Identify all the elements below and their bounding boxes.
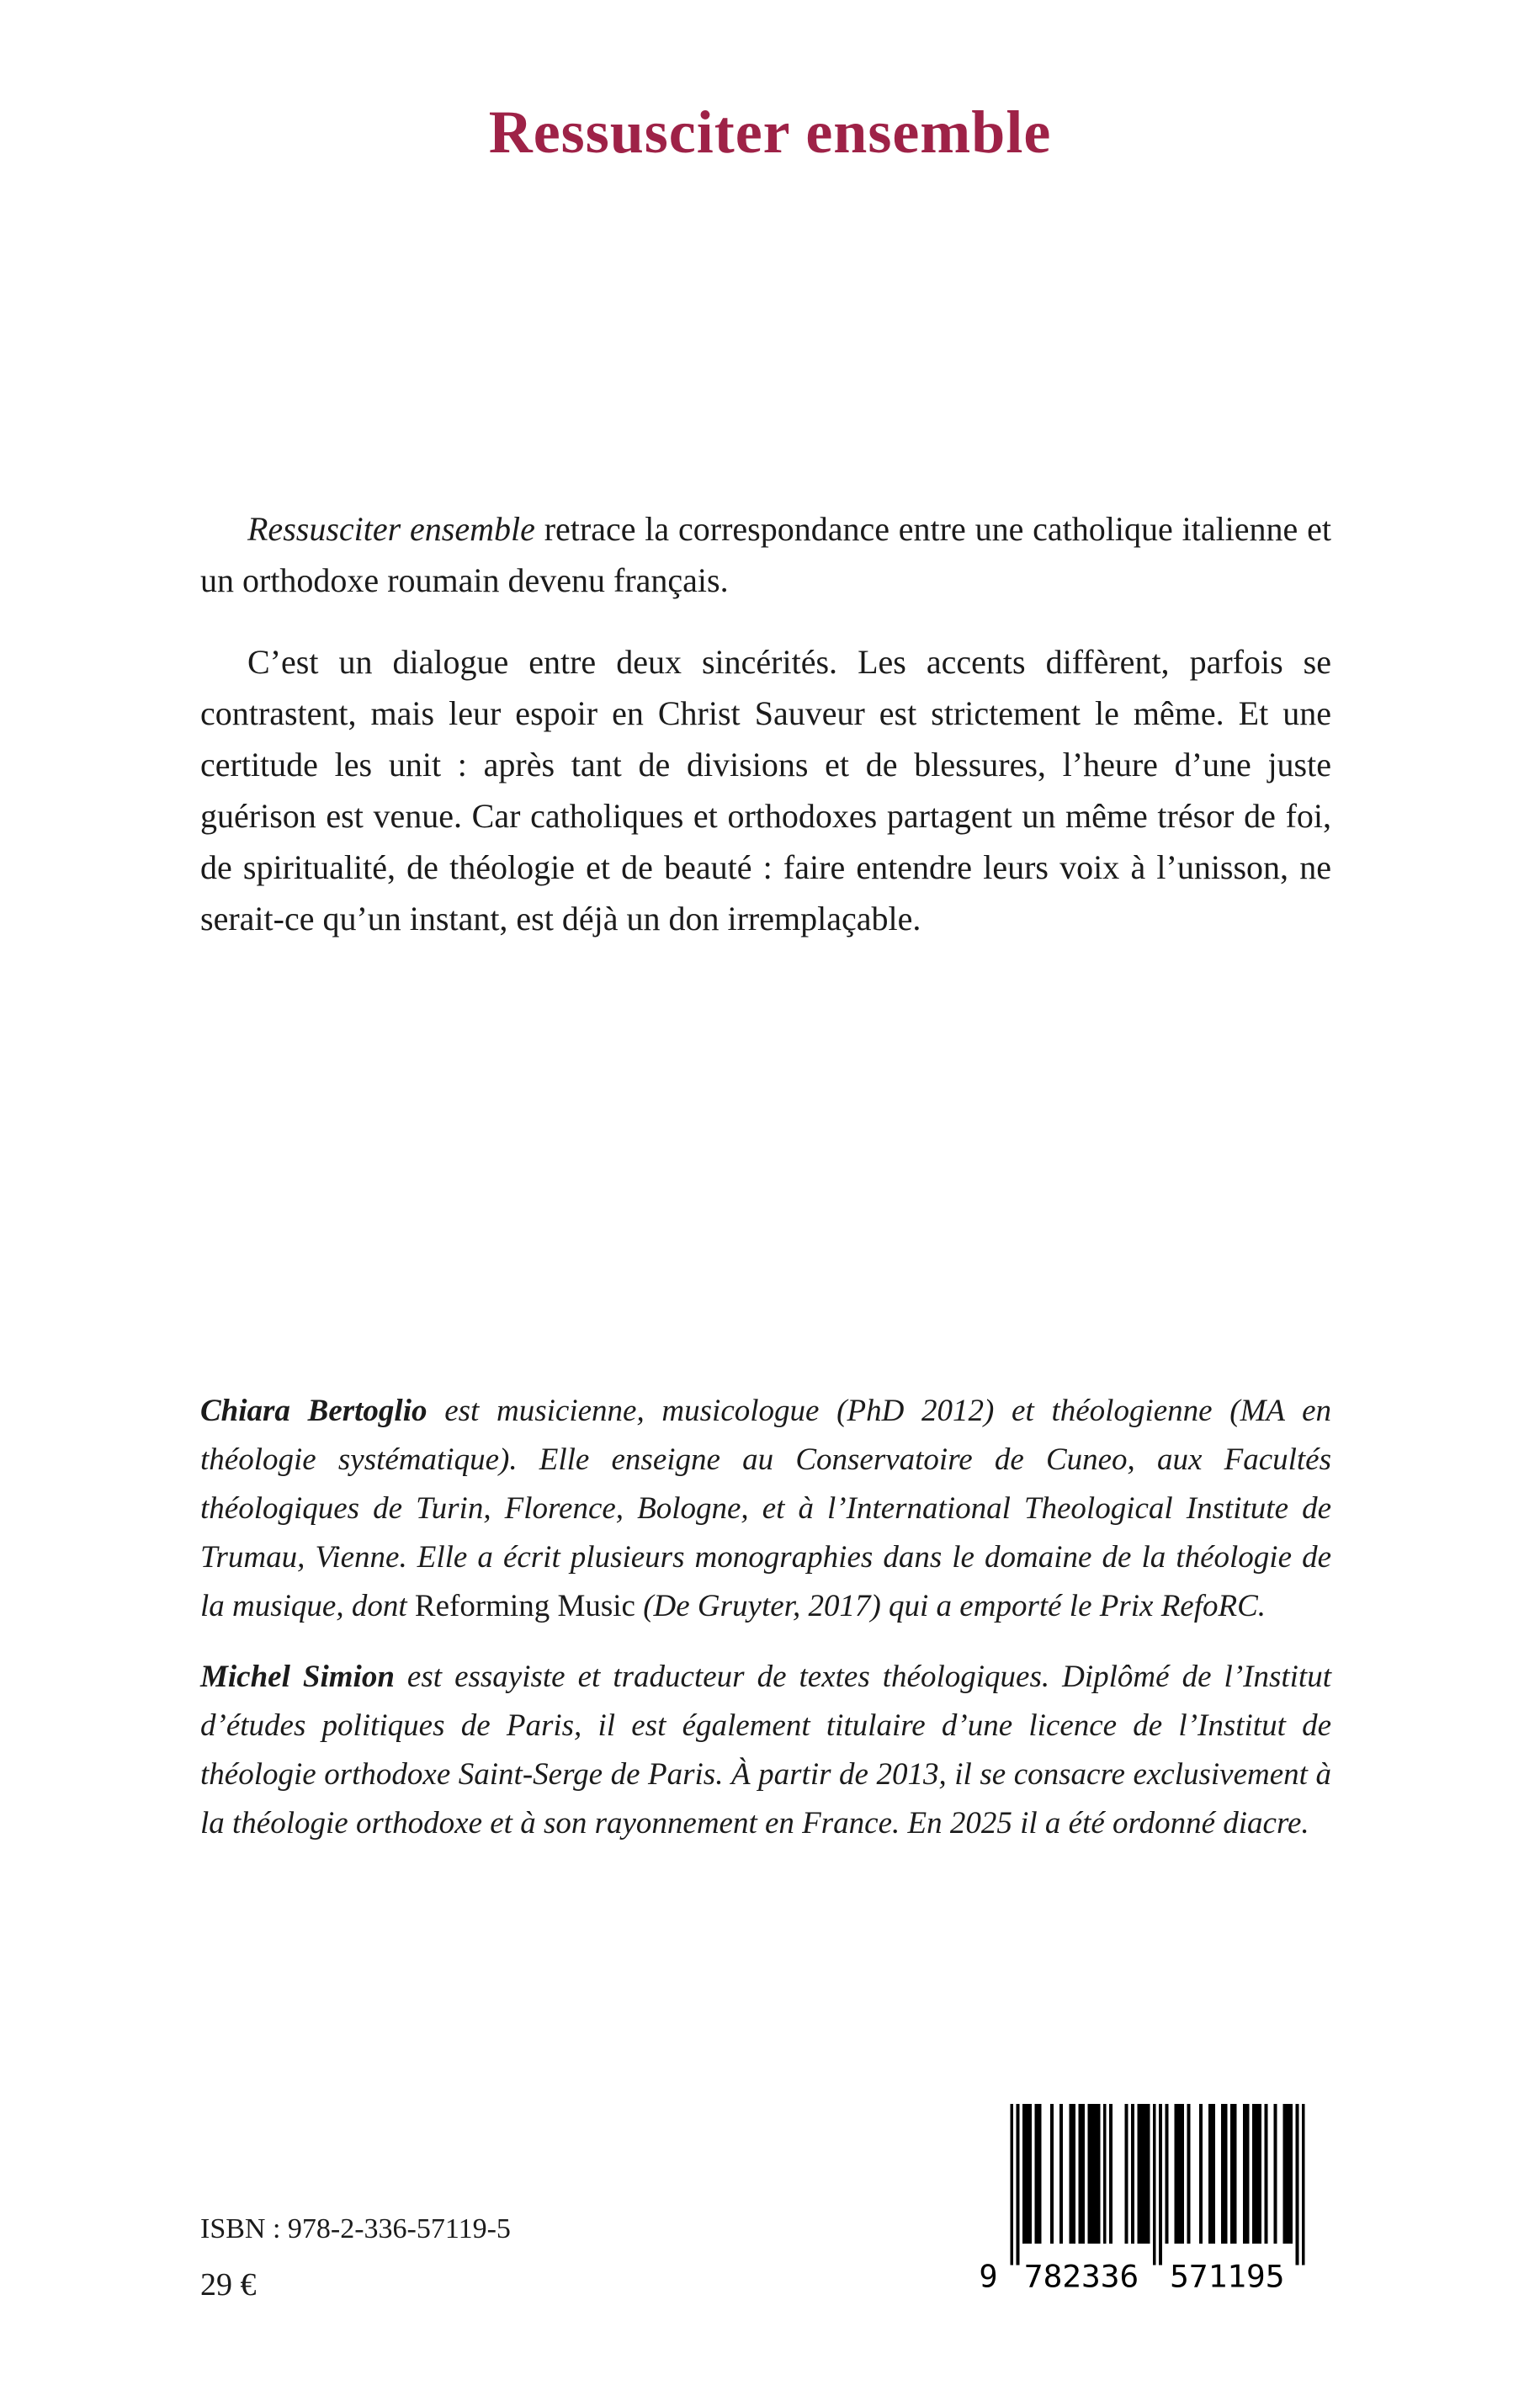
- synopsis-paragraph-1-text: retrace la correspondance entre une catholique italienne et un orthodoxe roumain devenu français.: [200, 510, 1332, 599]
- synopsis-paragraph-1: [200, 503, 1331, 606]
- book-title-reforming-music: Reforming Music: [414, 1589, 635, 1623]
- author-bio-bertoglio: [200, 1387, 1331, 1631]
- svg-text:571195: 571195: [1170, 2258, 1285, 2295]
- synopsis-paragraph-2: C’est un dialogue entre deux sincérités. Les accents diffèrent, parfois se contrastent, mais leur espoir en Christ Sauveur est strictement le même. Et une certitude les unit : après tant de divisions et de blessures, l’heure d’une juste guérison est venue. Car catholiques et orthodoxes partagent un même trésor de foi, de spiritualité, de théologie et de beauté : faire entendre leurs voix à l’unisson, ne serait-ce qu’un instant, est déjà un don irremplaçable.: [200, 643, 1331, 938]
- author-bio-bertoglio-text-end: (De Gruyter, 2017) qui a emporté le Prix RefoRC.: [635, 1589, 1267, 1623]
- isbn-price-block: [200, 2212, 511, 2303]
- isbn-text: ISBN : 978-2-336-57119-5: [200, 2213, 511, 2244]
- author-bio-bertoglio-text: est musicienne, musicologue (PhD 2012) et théologienne (MA en théologie systématique). Elle enseigne au Conservatoire de Cuneo, aux Facultés théologiques de Turin, Florence, Bologne, et à l’International Theological Institute de Trumau, Vienne. Elle a écrit plusieurs monographies dans le domaine de la théologie de la musique, dont: [200, 1394, 1332, 1623]
- author-bios: [200, 1387, 1331, 1870]
- barcode-svg: [973, 2104, 1330, 2297]
- author-name-bertoglio: Chiara Bertoglio: [200, 1394, 427, 1428]
- book-title: Ressusciter ensemble: [488, 98, 1052, 166]
- svg-text:782336: 782336: [1023, 2258, 1139, 2295]
- price-text: 29 €: [200, 2267, 257, 2303]
- barcode: [973, 2104, 1330, 2297]
- synopsis: [200, 503, 1331, 975]
- author-name-simion: Michel Simion: [200, 1660, 395, 1694]
- svg-text:9: 9: [979, 2258, 998, 2295]
- synopsis-title-reference: Ressusciter ensemble: [247, 510, 535, 548]
- author-bio-simion-text: est essayiste et traducteur de textes théologiques. Diplômé de l’Institut d’études politiques de Paris, il est également titulaire d’une licence de l’Institut de théologie orthodoxe Saint-Serge de Paris. À partir de 2013, il se consacre exclusivement à la théologie orthodoxe et à son rayonnement en France. En 2025 il a été ordonné diacre.: [200, 1660, 1331, 1841]
- author-bio-simion: [200, 1653, 1331, 1848]
